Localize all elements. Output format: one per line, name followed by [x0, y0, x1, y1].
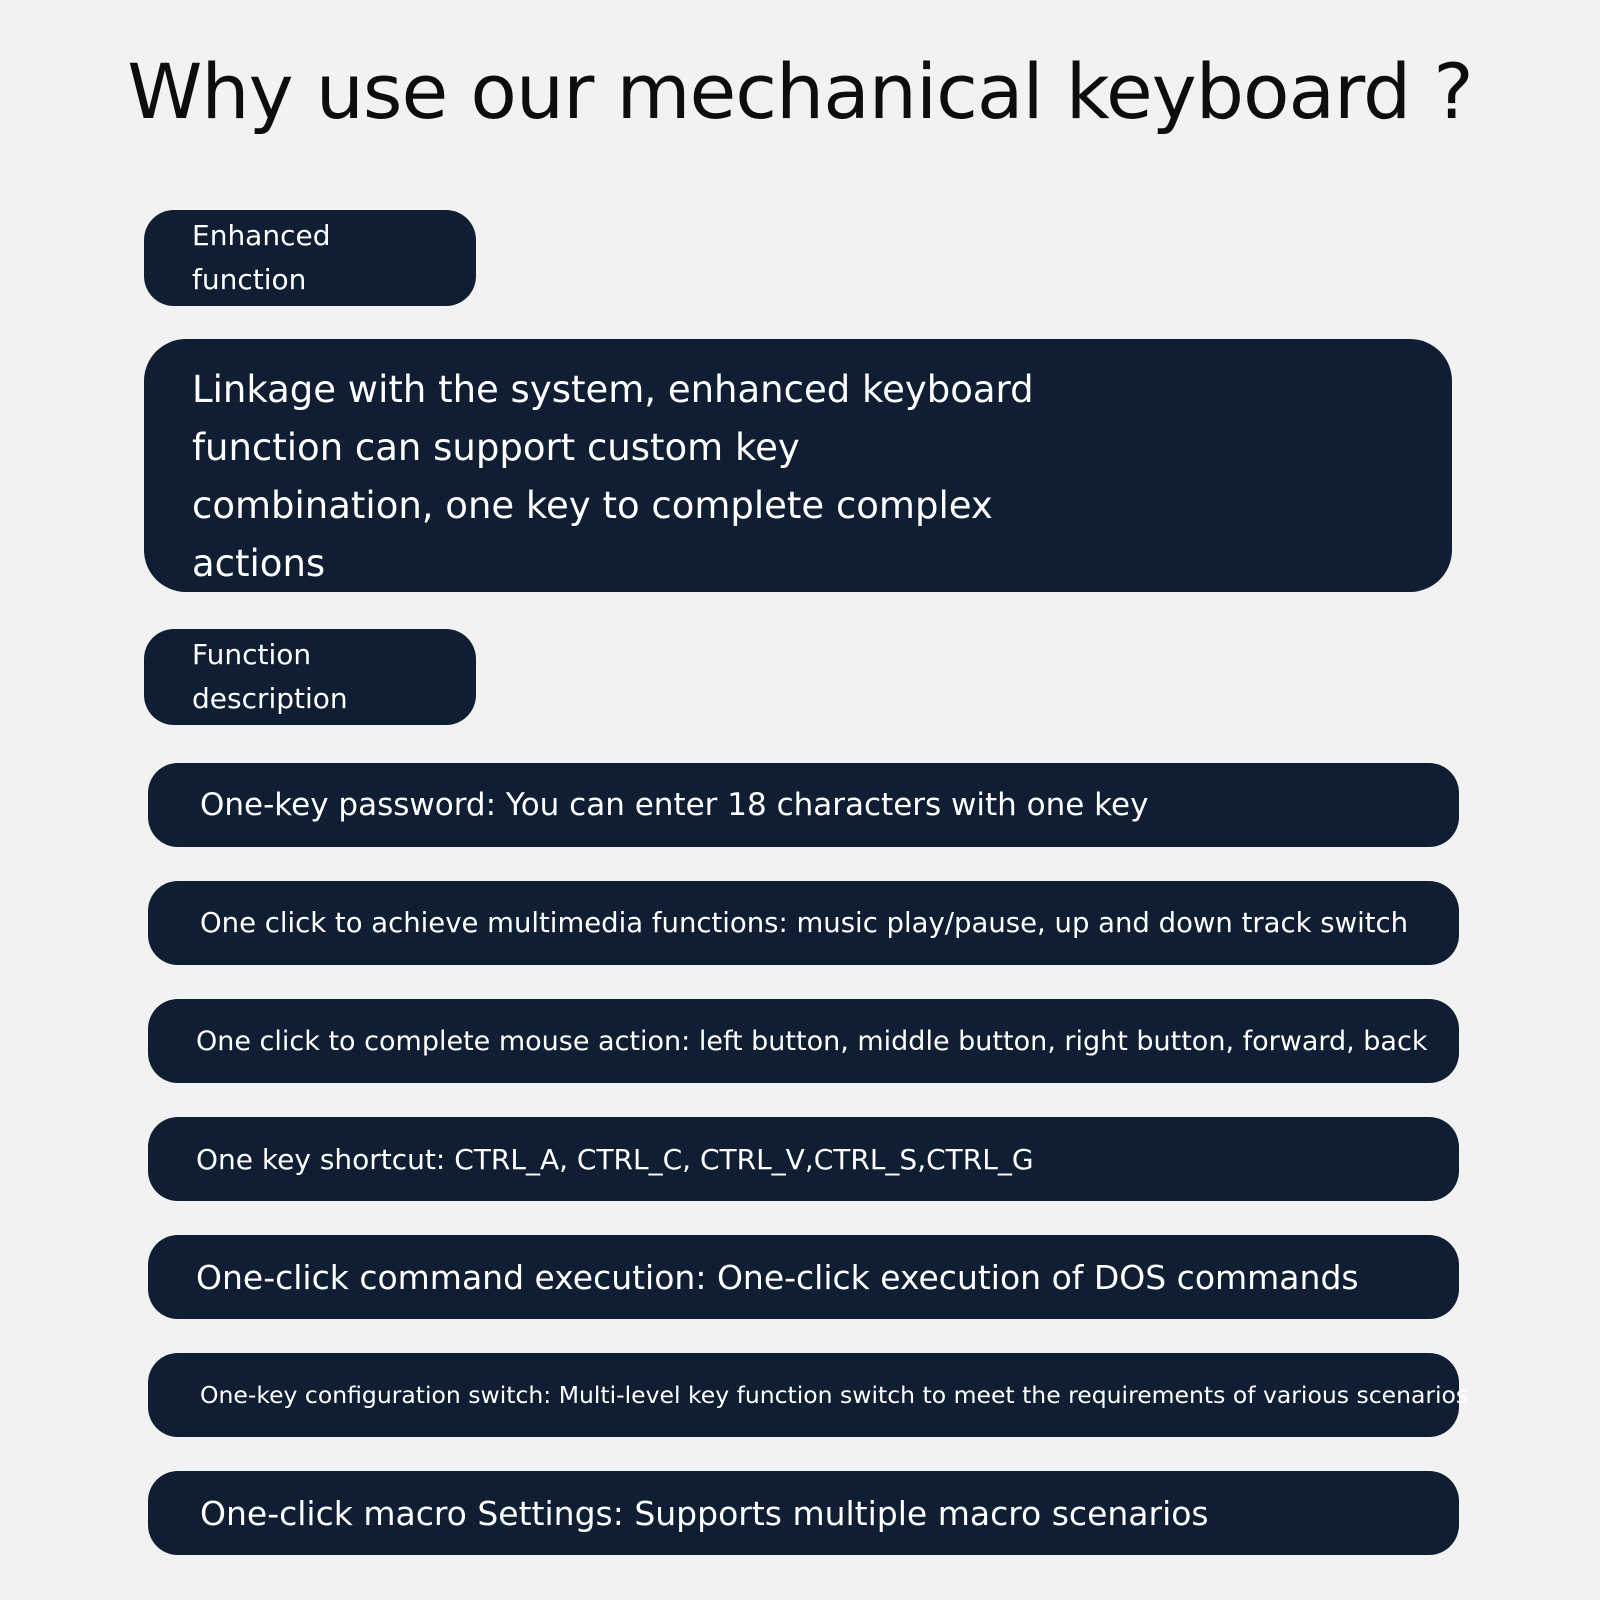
feature-item-text: One click to complete mouse action: left button, middle button, right button, forward, back	[196, 1025, 1428, 1057]
feature-item-text: One click to achieve multimedia functions: music play/pause, up and down track switch	[200, 907, 1409, 939]
feature-item-command-execution	[148, 1235, 1459, 1319]
feature-item-text: One-key password: You can enter 18 characters with one key	[200, 787, 1149, 823]
enhanced-function-label	[144, 210, 476, 306]
function-description-label-text: Function description	[192, 638, 348, 715]
feature-item-mouse-action	[148, 999, 1459, 1083]
feature-item-text: One key shortcut: CTRL_A, CTRL_C, CTRL_V,CTRL_S,CTRL_G	[196, 1142, 1034, 1176]
feature-item-one-key-password	[148, 763, 1459, 847]
feature-item-text: One-click macro Settings: Supports multiple macro scenarios	[200, 1493, 1209, 1533]
feature-item-configuration-switch	[148, 1353, 1469, 1437]
feature-item-multimedia	[148, 881, 1459, 965]
feature-item-macro-settings	[148, 1471, 1459, 1555]
feature-item-text: One-click command execution: One-click execution of DOS commands	[196, 1257, 1359, 1297]
enhanced-function-label-text: Enhanced function	[192, 219, 331, 296]
enhanced-function-description-text: Linkage with the system, enhanced keyboard function can support custom key combination, one key to complete complex actions	[192, 368, 1034, 585]
function-description-label	[144, 629, 476, 725]
page-title: Why use our mechanical keyboard ?	[127, 47, 1473, 136]
feature-item-shortcut	[148, 1117, 1459, 1201]
enhanced-function-description	[144, 339, 1452, 592]
feature-item-text: One-key configuration switch: Multi-level key function switch to meet the requirements of various scenarios	[200, 1381, 1469, 1409]
